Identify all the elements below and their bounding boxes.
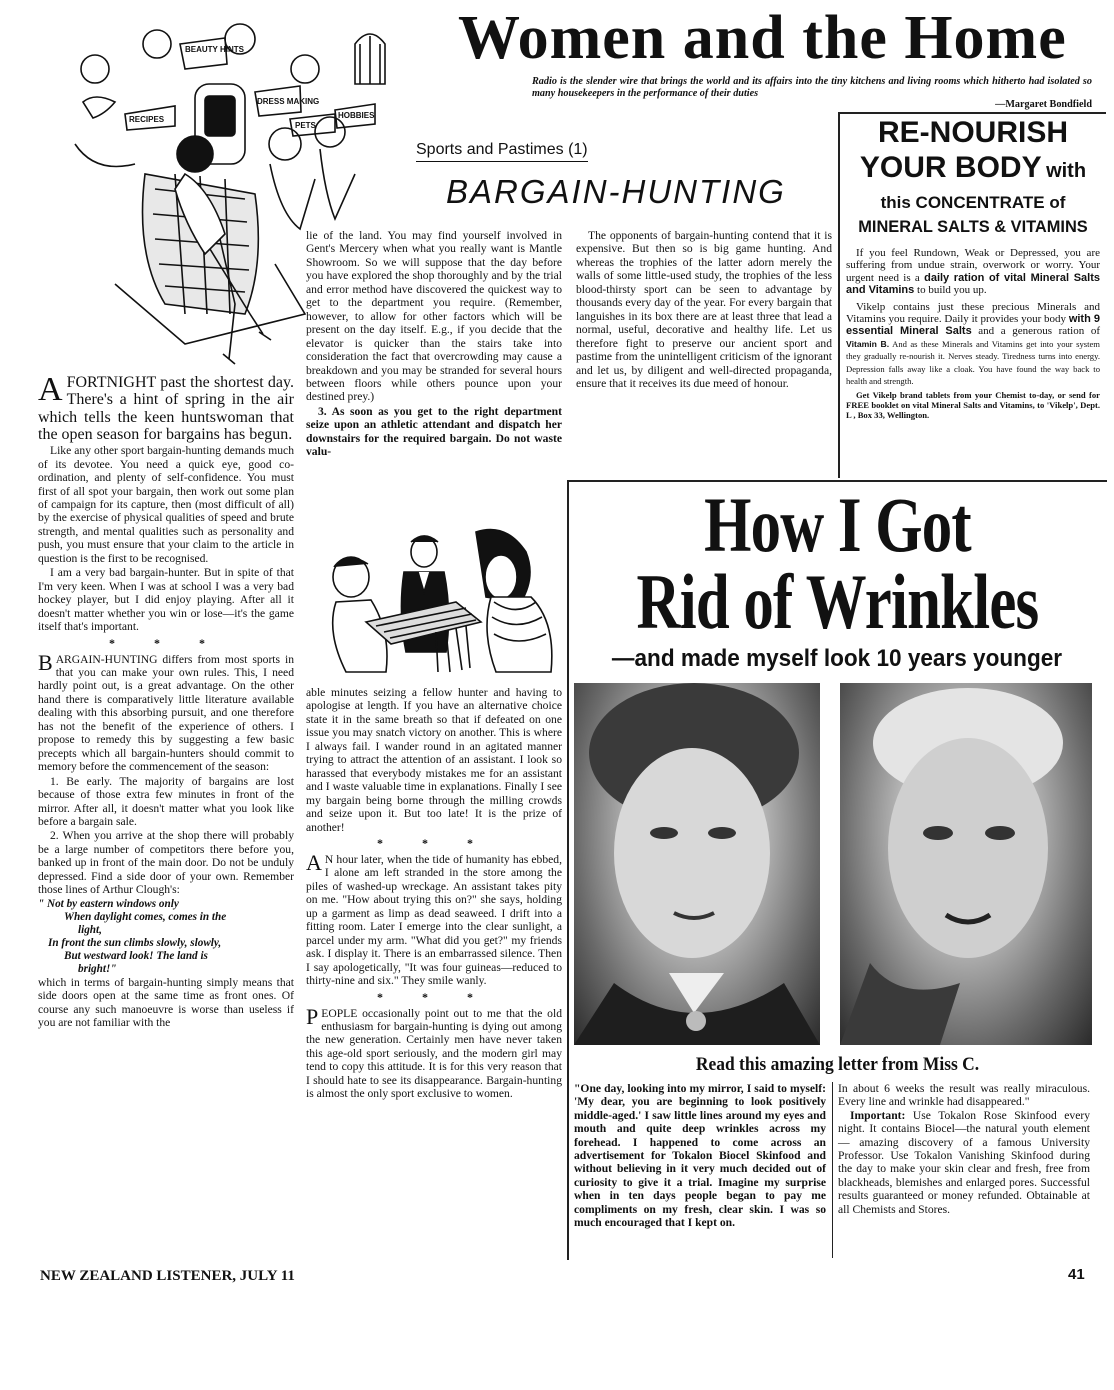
vikelp-headline-3: this CONCENTRATE of [880,193,1066,212]
ad-border-top [838,112,1106,114]
verse-line: " Not by eastern windows only [38,897,179,910]
vikelp-p2d: Vitamin B. [846,338,890,349]
shop-assistant-cartoon [306,522,562,682]
tokalon-important: Important: [850,1108,906,1122]
dropcap-b: B [38,649,53,675]
dropcap-a: A [38,371,63,408]
verse-line: bright!" [78,962,117,975]
article-column-2-bottom [306,686,562,1102]
label-dress-making: DRESS MAKING [257,97,320,106]
ad-border-left [567,480,569,1260]
label-beauty-hints: BEAUTY HINTS [185,45,244,54]
col1-para-5: 1. Be early. The majority of bargains are lost because of those extra few minutes in front of the mirror. After all, it doesn't matter what you look like before a bargain sale. [38,774,294,828]
col2-para-2: 3. As soon as you get to the right department seize upon an athletic attendant and dispatch her downstairs for the required bargain. Do not waste valu- [306,404,562,459]
vikelp-p1c: to build you up. [914,284,987,297]
ad-border-left [838,112,840,478]
verse-line: In front the sun climbs slowly, slowly, [48,936,222,949]
dropcap-p: P [306,1003,319,1029]
tokalon-headline-1: How I Got [704,481,971,568]
before-photo [574,683,820,1045]
section-stars: * * * [377,835,491,850]
before-face-icon [574,683,820,1045]
dropcap-a2: A [306,849,322,875]
col2-para-5: EOPLE occasionally point out to me that the old enthusiasm for bargain-hunting is dying out among the new generation. Certainly men have never taken this age-old sport seriously, and the modern girl may tend to copy this attitude. It is for this very reason that I should hate to see its disappearance. Bargain-hunting is almost the only sport exclusive to women. [306,1006,562,1101]
col1-para-4: ARGAIN-HUNTING differs from most sports in that you can make your own rules. This, I need hardly point out, is a great advantage. On the other hand there is comparatively little literature available dealing with this absorbing pursuit, and one therefore has not the benefit of the experience of others. I propose to remedy this by suggesting a few basic precepts which all bargain-hunters should commit to memory before the commencement of the season: [38,652,294,774]
label-recipes: RECIPES [129,115,165,124]
vikelp-headline-1: RE-NOURISH [877,116,1068,149]
letter-divider [832,1082,833,1258]
col2-para-1: lie of the land. You may find yourself involved in Gent's Mercery when what you really want is Mantle Showroom. So we will suppose that the day before you have explored the shop thoroughly and by the trial and error method have discovered the quickest way to get to the department you require. (Remember, however, to allow for other factors which will be present on the day itself. E.g., if you decide that the elevator is quicker than the stairs take into consideration the fact that overcrowding may cause a breakdown and you may be stranded for several hours between floors while others pounce upon your destined prey.) [306,229,562,404]
vikelp-headline-2a: YOUR BODY [859,151,1042,184]
vikelp-p2b: with 9 essential Mineral Salts [846,313,1100,338]
section-stars: * * * [109,635,223,650]
col1-para-3: I am a very bad bargain-hunter. But in spite of that I'm very keen. When I was at school I was a very bad hockey player, but I did enjoy playing. After all it doesn't matter whether you win or lose—it's the game itself that's important. [38,566,294,634]
vikelp-headline-2 [846,150,1100,191]
section-stars: * * * [377,989,491,1004]
tokalon-letter-title: Read this amazing letter from Miss C. [695,1054,980,1075]
after-photo [840,683,1092,1045]
vikelp-p1b: daily ration of vital Mineral Salts and Vitamins [846,271,1100,297]
footer-publication: NEW ZEALAND LISTENER, JULY 11 [40,1268,295,1284]
clough-verse [38,898,294,976]
col2-para-3: able minutes seizing a fellow hunter and having to apologise at length. If you have an alternative choice state it in the same breath so that if defeated on one issue you may snatch victory on another. This is where I always fail. I wander round in an agitated manner trying to attract the attention of an assistant. I look so harassed that everybody mistakes me for an assistant and I waste valuable time in explanations. Finally I see my bargain being borne through the milling crowds and seize upon it. But too late! It is the prize of another! [306,686,562,834]
col1-para-7: which in terms of bargain-hunting simply means that side doors open at the same time as front ones. Of course any such manoeuvre is worse than useless if you are not familiar with the [38,975,294,1030]
tokalon-headline-2: Rid of Wrinkles [636,558,1039,645]
footer-page-number: 41 [1068,1266,1085,1283]
vikelp-p2c: and a generous ration of [971,325,1100,338]
col1-para-2: Like any other sport bargain-hunting demands much of its devotee. You need a quick eye, good co-ordination, and plenty of self-confidence. You must first of all spot your bargain, then work out some plan of campaign for its capture, then (most difficult of all) by the exercise of physical qualities of speed and brute strength, and mental qualities such as personality and push, you must ensure that your claim to the article in question is the first to be recognised. [38,444,294,565]
tokalon-right-text-2: Use Tokalon Rose Skinfood every night. It contains Biocel—the natural youth element — amazing discovery of a famous University Professor. Use Tokalon Vanishing Skinfood during the day to make your skin clear and fresh, free from blackheads, blemishes and enlarged pores. Successful results guaranteed or money refunded. Obtainable at all Chemists and Stores. [838,1108,1090,1216]
article-column-3 [576,229,832,391]
vikelp-p1a: If you feel Rundown, Weak or Depressed, you are suffering from undue strain, overwork or worry. Your urgent need is a [846,247,1100,284]
masthead-quote-author: —Margaret Bondfield [995,99,1092,111]
vikelp-ad [846,116,1100,420]
vikelp-headline-4: MINERAL SALTS & VITAMINS [858,218,1088,236]
article-series: Sports and Pastimes (1) [416,140,588,162]
verse-line: light, [78,923,102,936]
vikelp-p2e: And as these Minerals and Vitamins get into your system they gradually re-nourish it. Nerves steady. Tiredness turns into energy. Depression falls away like a cloak. You have found the way back to health and strength. [846,338,1100,387]
vikelp-p2a: Vikelp contains just these precious Minerals and Vitamins you require. Daily it provides your body [846,300,1100,326]
col3-para-1: The opponents of bargain-hunting contend that it is expensive. But then so is big game hunting. And whereas the trophies of the latter adorn merely the walls of some little-used study, the trophies of the less blood-thirsty sport can be seen to advantage by thousands every day of the year. For every bargain that languishes in its box there are at least three that lead a normal, useful, decorative and healthy life. Let us therefore fight to preserve our ancient sport and pastime from the unintelligent criticism of the ignorant and let us, by diligent and well-directed propaganda, ensure that it receives its due meed of honour. [576,229,832,390]
label-pets: PETS [295,121,316,130]
vikelp-p3: Get Vikelp brand tablets from your Chemist to-day, or send for FREE booklet on vital Mineral Salts and Vitamins, to 'Vikelp', Dept. L , Box 33, Wellington. [846,390,1100,420]
col1-para-1: FORTNIGHT past the shortest day. There's a hint of spring in the air which tells the keen huntswoman that the open season for bargains has begun. [38,374,294,443]
masthead-title: Women and the Home [458,4,1067,72]
verse-line: But westward look! The land is [64,949,208,962]
masthead-quote-text: Radio is the slender wire that brings the world and its affairs into the tiny kitchens and living rooms which hitherto had isolated so many housekeepers in the performance of their duties [532,76,1092,99]
col1-para-6: 2. When you arrive at the shop there will probably be a large number of competitors there before you, banked up in front of the main door. Do not be unduly depressed. Find a side door of your own. Remember those lines of Arthur Clough's: [38,829,294,897]
tokalon-right-text-1: In about 6 weeks the result was really miraculous. Every line and wrinkle had disappeared." [838,1082,1090,1109]
article-column-1 [38,371,294,1031]
verse-line: When daylight comes, comes in the [64,910,227,923]
tokalon-letter-left: "One day, looking into my mirror, I said to myself: 'My dear, you are beginning to look positively middle-aged.' I saw little lines around my eyes and mouth and quite deep wrinkles across my forehead. I happened to come across an advertisement for Tokalon Biocel Skinfood and without believing in it very much decided out of curiosity to give it a trial. Imagine my surprise when in ten days people began to pay me compliments on my fresh, clear skin. I was so much encouraged that I kept on. [574,1082,826,1230]
after-face-icon [840,683,1092,1045]
col2-para-4: N hour later, when the tide of humanity has ebbed, I alone am left stranded in the store among the piles of washed-up wreckage. An assistant takes pity on me. "How about trying this on?" she says, holding up a garment as limp as dead seaweed. I drift into a fitting room. Later I emerge into the clear sunlight, a parcel under my arm. "What did you get?" my friends ask. I display it. There is an embarrassed silence. Then I say apologetically, "It was four guineas—reduced to thirty-nine and six." They smile wanly. [306,852,562,988]
article-title: BARGAIN-HUNTING [446,173,786,210]
masthead-quote [532,76,1092,111]
vikelp-headline-2b: with [1046,160,1087,182]
tokalon-letter-right [838,1082,1090,1216]
article-column-2-top [306,229,562,460]
label-hobbies: HOBBIES [338,111,375,120]
tokalon-subhead: —and made myself look 10 years younger [611,645,1063,672]
